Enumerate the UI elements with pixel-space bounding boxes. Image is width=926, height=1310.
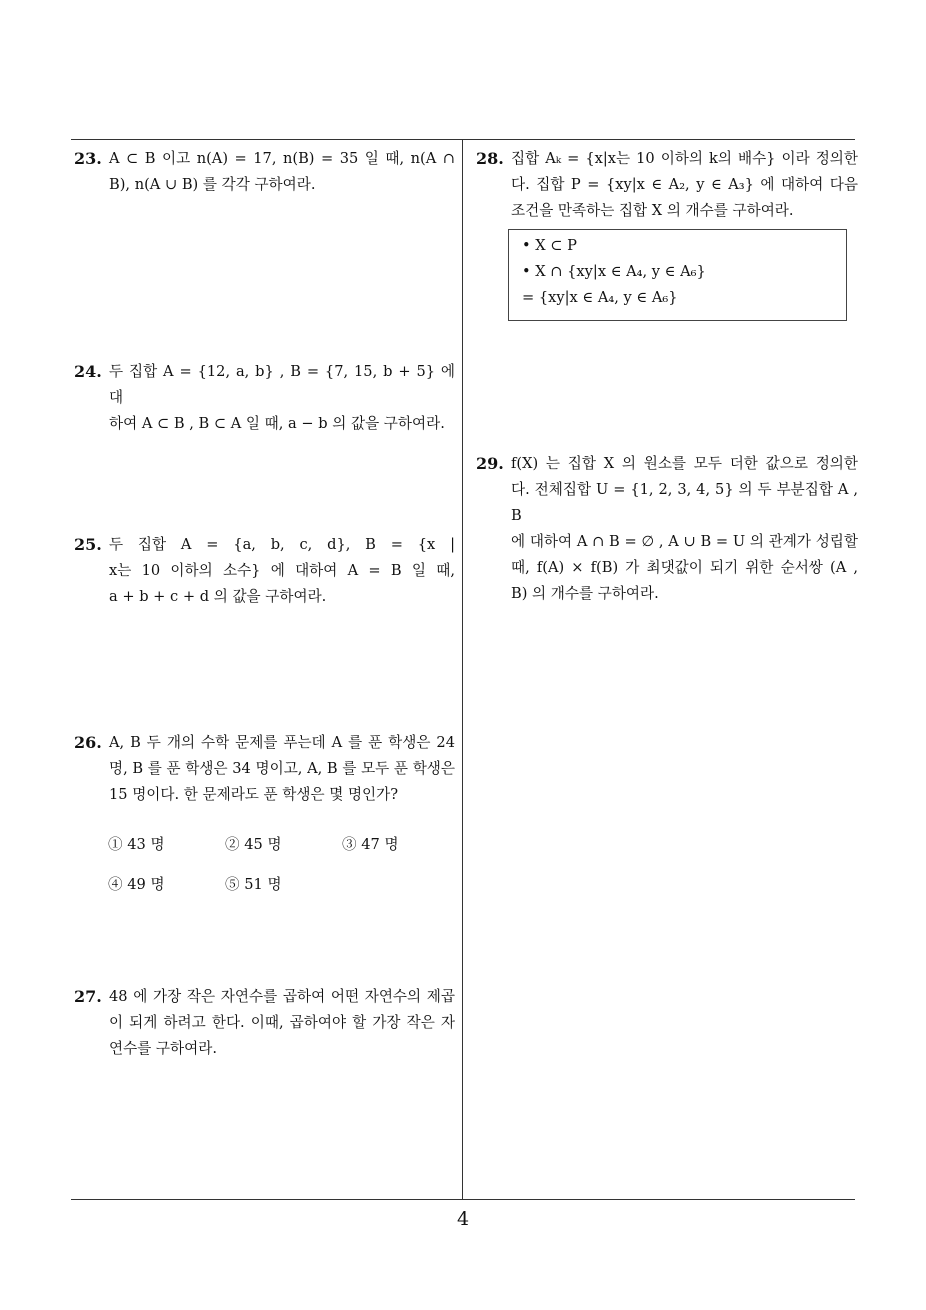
problem-26 <box>74 730 455 808</box>
condition-line: • X ⊂ P <box>522 237 577 254</box>
problem-text-line: 조건을 만족하는 집합 X 의 개수를 구하여라. <box>511 202 794 219</box>
page-number: 4 <box>456 1208 470 1230</box>
problem-28 <box>476 146 858 224</box>
problem-text-line: A ⊂ B 이고 n(A) = 17, n(B) = 35 일 때, n(A ∩ <box>109 150 455 167</box>
problem-27 <box>74 984 455 1062</box>
problem-number: 25. <box>74 535 102 554</box>
problem-text-line: 에 대하여 A ∩ B = ∅ , A ∪ B = U 의 관계가 성립할 <box>511 533 858 550</box>
problem-text-line: 명, B 를 푼 학생은 34 명이고, A, B 를 모두 푼 학생은 <box>109 760 455 777</box>
problem-text-line: 이 되게 하려고 한다. 이때, 곱하여야 할 가장 작은 자 <box>109 1014 455 1031</box>
condition-line: = {xy|x ∈ A₄, y ∈ A₆} <box>522 289 678 306</box>
condition-box <box>508 229 847 321</box>
top-rule <box>71 139 855 140</box>
choice-5[interactable]: ⑤ 51 명 <box>225 876 282 893</box>
bottom-rule <box>71 1199 855 1200</box>
problem-number: 27. <box>74 987 102 1006</box>
problem-25 <box>74 532 455 610</box>
problem-29 <box>476 451 858 607</box>
problem-text-line: 하여 A ⊂ B , B ⊂ A 일 때, a − b 의 값을 구하여라. <box>109 415 445 432</box>
problem-number: 23. <box>74 149 102 168</box>
problem-number: 24. <box>74 362 102 381</box>
problem-text-line: 두 집합 A = {12, a, b} , B = {7, 15, b + 5} 에 대 <box>109 363 455 406</box>
problem-text-line: x는 10 이하의 소수} 에 대하여 A = B 일 때, <box>109 562 455 579</box>
problem-24 <box>74 359 455 437</box>
problem-text-line: 집합 Aₖ = {x|x는 10 이하의 k의 배수} 이라 정의한 <box>511 150 858 167</box>
choice-2[interactable]: ② 45 명 <box>225 836 282 853</box>
problem-text-line: 연수를 구하여라. <box>109 1040 217 1057</box>
problem-text-line: A, B 두 개의 수학 문제를 푸는데 A 를 푼 학생은 24 <box>109 734 455 751</box>
problem-text-line: f(X) 는 집합 X 의 원소를 모두 더한 값으로 정의한 <box>511 455 858 472</box>
problem-text-line: 다. 집합 P = {xy|x ∈ A₂, y ∈ A₃} 에 대하여 다음 <box>511 176 858 193</box>
problem-text-line: 15 명이다. 한 문제라도 푼 학생은 몇 명인가? <box>109 786 399 803</box>
choice-3[interactable]: ③ 47 명 <box>342 836 399 853</box>
problem-text-line: a + b + c + d 의 값을 구하여라. <box>109 588 327 605</box>
problem-text-line: 다. 전체집합 U = {1, 2, 3, 4, 5} 의 두 부분집합 A , B <box>511 481 858 524</box>
problem-text-line: B) 의 개수를 구하여라. <box>511 585 659 602</box>
problem-text-line: 48 에 가장 작은 자연수를 곱하여 어떤 자연수의 제곱 <box>109 988 455 1005</box>
choice-4[interactable]: ④ 49 명 <box>108 876 165 893</box>
problem-text-line: 때, f(A) × f(B) 가 최댓값이 되기 위한 순서쌍 (A , <box>511 559 858 576</box>
condition-line: • X ∩ {xy|x ∈ A₄, y ∈ A₆} <box>522 263 706 280</box>
choice-1[interactable]: ① 43 명 <box>108 836 165 853</box>
problem-23 <box>74 146 455 198</box>
problem-number: 28. <box>476 149 504 168</box>
problem-number: 26. <box>74 733 102 752</box>
problem-number: 29. <box>476 454 504 473</box>
column-divider <box>462 139 463 1200</box>
problem-text-line: 두 집합 A = {a, b, c, d}, B = {x | <box>109 536 455 553</box>
problem-text-line: B), n(A ∪ B) 를 각각 구하여라. <box>109 176 316 193</box>
